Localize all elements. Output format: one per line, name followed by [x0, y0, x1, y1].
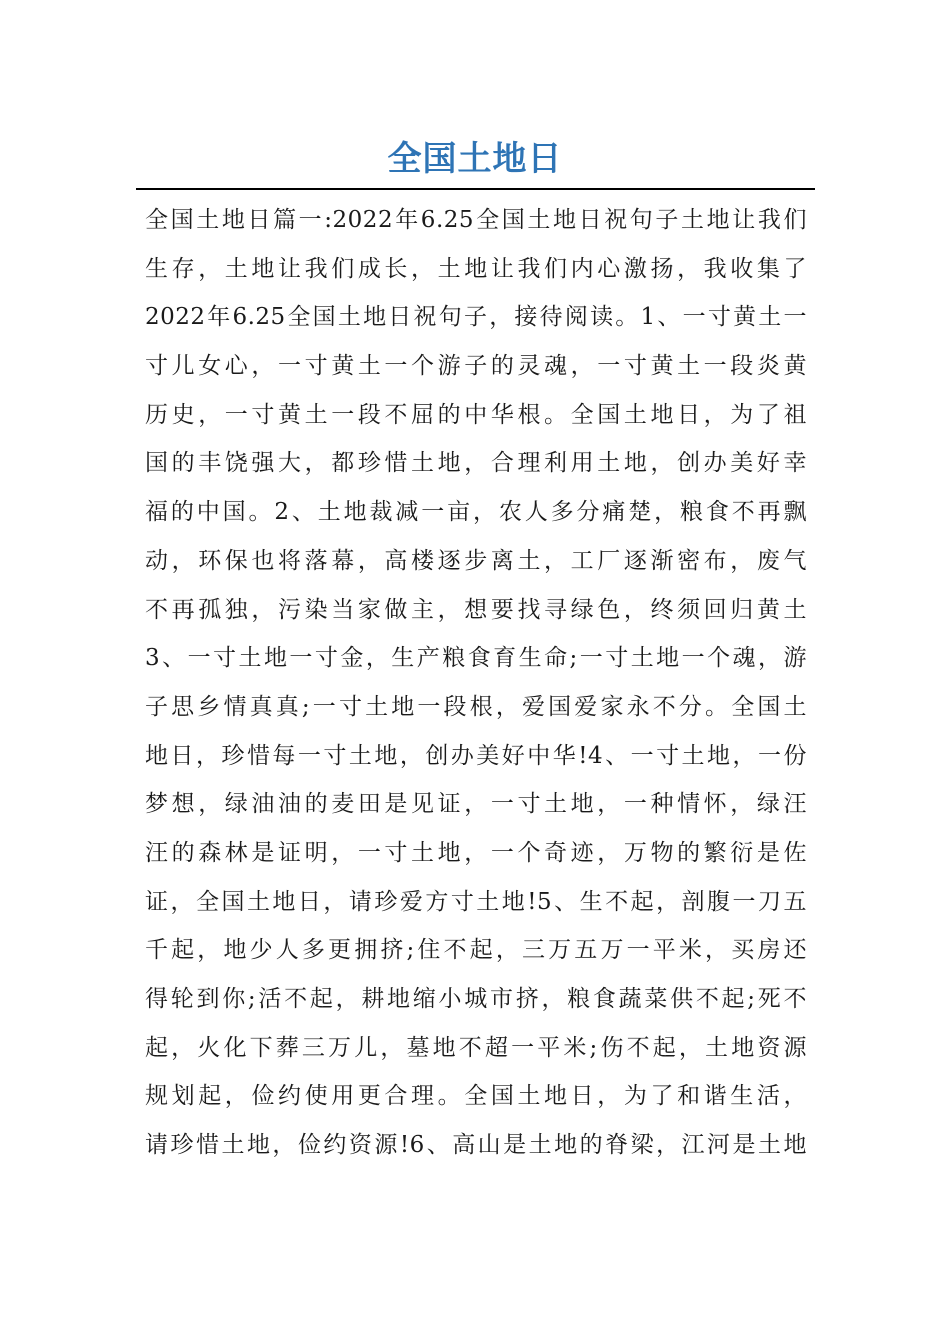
body-line: 寸儿女心，一寸黄土一个游子的灵魂，一寸黄土一段炎黄 — [145, 353, 807, 380]
body-line: 福的中国。2、土地裁减一亩，农人多分痛楚，粮食不再飘 — [145, 499, 807, 526]
body-line: 地日，珍惜每一寸土地，创办美好中华!4、一寸土地，一份 — [145, 742, 807, 769]
body-line: 证，全国土地日，请珍爱方寸土地!5、生不起，剖腹一刀五 — [145, 888, 807, 915]
document-title: 全国土地日 — [387, 139, 563, 179]
body-line: 国的丰饶强大，都珍惜土地，合理利用土地，创办美好幸 — [145, 450, 807, 477]
body-line: 动，环保也将落幕，高楼逐步离土，工厂逐渐密布，废气 — [145, 547, 807, 574]
body-line: 汪的森林是证明，一寸土地，一个奇迹，万物的繁衍是佐 — [145, 839, 807, 866]
body-line: 起，火化下葬三万儿，墓地不超一平米;伤不起，土地资源 — [145, 1034, 807, 1061]
document-body — [145, 196, 807, 1170]
body-line: 3、一寸土地一寸金，生产粮食育生命;一寸土地一个魂，游 — [145, 645, 807, 672]
body-line: 全国土地日篇一:2022年6.25全国土地日祝句子土地让我们 — [145, 207, 807, 233]
body-line: 子思乡情真真;一寸土地一段根，爱国爱家永不分。全国土 — [145, 693, 807, 720]
body-line: 2022年6.25全国土地日祝句子，接待阅读。1、一寸黄土一 — [145, 304, 807, 331]
body-line: 请珍惜土地，俭约资源!6、高山是土地的脊梁，江河是土地 — [145, 1132, 807, 1159]
body-line: 历史，一寸黄土一段不屈的中华根。全国土地日，为了祖 — [145, 401, 807, 428]
body-line: 规划起，俭约使用更合理。全国土地日，为了和谐生活， — [145, 1083, 807, 1110]
body-line: 生存，土地让我们成长，土地让我们内心激扬，我收集了 — [145, 255, 807, 282]
body-line: 得轮到你;活不起，耕地缩小城市挤，粮食蔬菜供不起;死不 — [145, 986, 807, 1012]
body-line: 千起，地少人多更拥挤;住不起，三万五万一平米，买房还 — [145, 937, 807, 964]
title-divider — [136, 188, 815, 190]
body-line: 梦想，绿油油的麦田是见证，一寸土地，一种情怀，绿汪 — [145, 791, 807, 818]
body-line: 不再孤独，污染当家做主，想要找寻绿色，终须回归黄土 — [145, 596, 807, 623]
